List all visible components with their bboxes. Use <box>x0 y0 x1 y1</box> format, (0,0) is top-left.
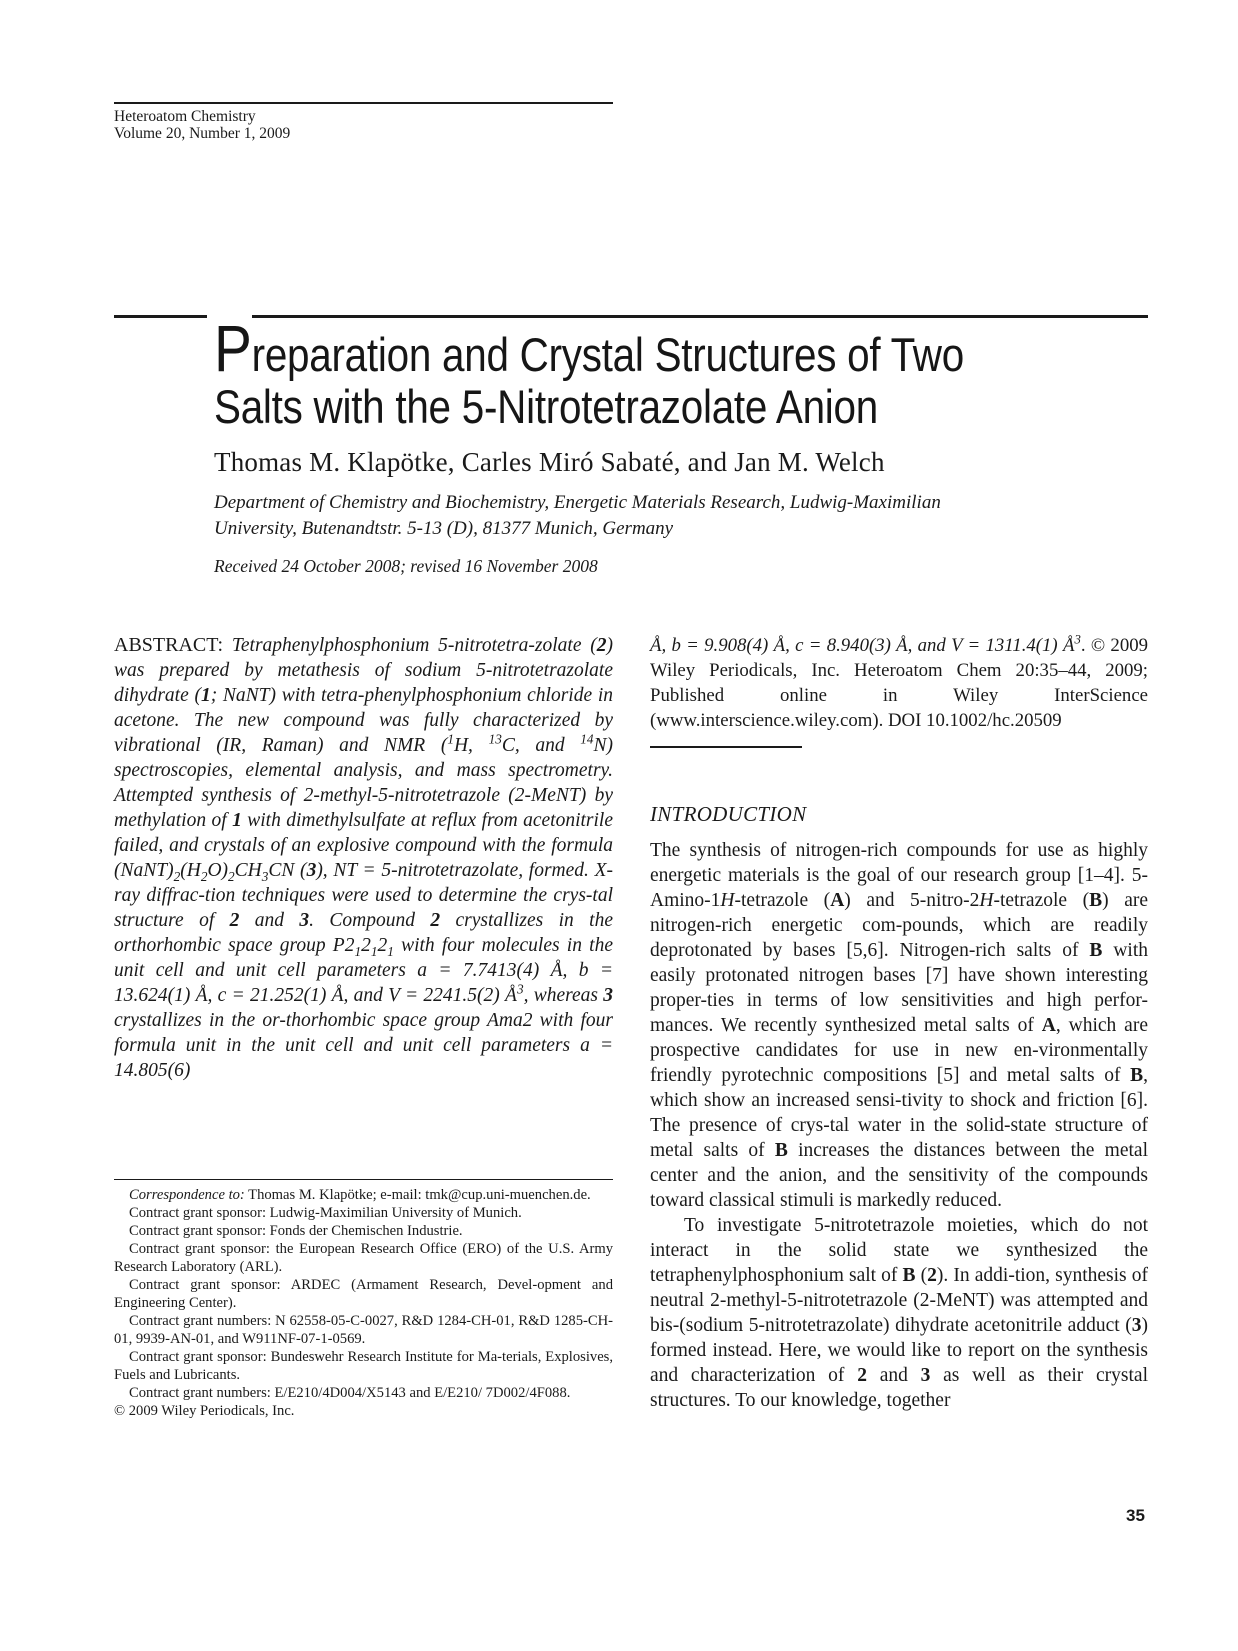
footnote-text: Thomas M. Klapötke; e-mail: tmk@cup.uni-muenchen.de. <box>244 1187 591 1203</box>
compound-ref: A <box>830 890 845 911</box>
affiliation <box>214 490 1134 542</box>
abstract-text: with dimethylsulfate at reflux from acetonitrile failed, and crystals of an explosive compound with the formula (NaNT) <box>114 810 614 881</box>
abstract <box>114 633 613 1083</box>
abstract-text: ; NaNT) with tetra-phenylphosphonium chloride in acetone. The new compound was fully characterized by vibrational (IR, Raman) and NMR ( <box>114 685 613 756</box>
intro-text: increases the distances between the metal center and the anion, and the sensitivity of the compounds toward classical stimuli is markedly reduced. <box>650 1140 1148 1211</box>
intro-text: as well as their crystal structures. To our knowledge, together <box>650 1365 1148 1411</box>
abstract-end-rule <box>650 746 802 748</box>
abstract-text: C, and <box>501 735 581 756</box>
compound-ref: 1 <box>200 685 211 706</box>
article-title <box>214 311 1040 433</box>
abstract-text: with four molecules in the unit cell and unit cell parameters a = 7.7413(4) Å, b = 13.624(1) Å, c = 21.252(1) Å, and V = 2241.5(2) Å <box>114 935 614 1006</box>
affiliation-line2: University, Butenandtstr. 5-13 (D), 81377 Munich, Germany <box>214 518 674 539</box>
title-line1: reparation and Crystal Structures of Two <box>251 328 964 381</box>
intro-text: The synthesis of nitrogen-rich compounds for use as highly energetic materials is the goal of our research group [1–4]. 5-Amino-1 <box>650 840 1148 911</box>
compound-ref: B <box>1089 890 1103 911</box>
title-rule-left <box>114 315 207 318</box>
intro-paragraph-1 <box>650 838 1148 1213</box>
abstract-text: Tetraphenylphosphonium 5-nitrotetra-zolate ( <box>223 635 597 656</box>
abstract-text: O) <box>207 860 229 881</box>
compound-ref: 3 <box>306 860 317 881</box>
introduction-body <box>650 838 1148 1413</box>
subscript: 2 <box>228 868 235 884</box>
compound-ref: B <box>1130 1065 1144 1086</box>
journal-name: Heteroatom Chemistry <box>114 108 256 125</box>
compound-ref: 3 <box>299 910 310 931</box>
subscript: 1 <box>354 943 362 959</box>
abstract-text: . Compound <box>309 910 431 931</box>
compound-ref: 2 <box>857 1365 867 1386</box>
footnote-item: Contract grant numbers: E/E210/4D004/X5143 and E/E210/ 7D002/4F088. <box>129 1385 571 1401</box>
abstract-text: crystallizes in the orthorhombic space group P2 <box>114 910 614 956</box>
footnote-item: Contract grant sponsor: ARDEC (Armament Research, Devel-opment and Engineering Center). <box>114 1277 613 1311</box>
abstract-label: ABSTRACT: <box>114 634 224 656</box>
abstract-text: crystallizes in the or-thorhombic space group Ama2 with four formula unit in the unit cell and unit cell parameters a = 14.805(6) <box>114 1010 613 1081</box>
subscript: 1 <box>370 943 378 959</box>
compound-ref: 2 <box>430 910 441 931</box>
intro-paragraph-2 <box>650 1213 1148 1413</box>
subscript: 3 <box>261 868 269 884</box>
intro-text: -tetrazole ( <box>734 890 831 911</box>
footnote-correspondence <box>114 1186 613 1204</box>
compound-ref: 3 <box>603 985 613 1006</box>
intro-text: -tetrazole ( <box>993 890 1090 911</box>
intro-text: ). In addi-tion, synthesis of neutral 2-methyl-5-nitrotetrazole (2-MeNT) was attempted and bis-(sodium 5-nitrotetrazolate) dihydrate acetonitrile adduct ( <box>650 1265 1148 1336</box>
compound-ref: A <box>1041 1015 1056 1036</box>
footnote-item: Contract grant sponsor: Bundeswehr Research Institute for Ma-terials, Explosives, Fuels and Lubricants. <box>114 1349 613 1383</box>
compound-ref: B <box>1089 940 1103 961</box>
intro-text: ) and 5-nitro-2 <box>844 890 980 911</box>
header-rule <box>114 102 613 104</box>
received-dates: Received 24 October 2008; revised 16 November 2008 <box>214 556 598 576</box>
intro-text: with easily protonated nitrogen bases [7] have shown interesting proper-ties in terms of low sensitivities and high perfor-mances. We recently synthesized metal salts of <box>650 940 1148 1036</box>
abstract-continued <box>650 633 1148 733</box>
footnotes <box>114 1186 613 1420</box>
subscript: 2 <box>173 868 181 884</box>
footnote-item: Contract grant numbers: N 62558-05-C-0027, R&D 1284-CH-01, R&D 1285-CH-01, 9939-AN-01, and W911NF-07-1-0569. <box>114 1313 613 1347</box>
title-rule-right <box>252 315 1148 318</box>
authors: Thomas M. Klapötke, Carles Miró Sabaté, and Jan M. Welch <box>214 447 885 477</box>
compound-ref: B <box>774 1140 788 1161</box>
italic-h: H <box>720 890 735 911</box>
footnote-rule <box>114 1179 613 1180</box>
title-line2: Salts with the 5-Nitrotetrazolate Anion <box>214 380 878 433</box>
compound-ref: B <box>902 1265 916 1286</box>
compound-ref: 1 <box>232 810 242 831</box>
italic-h: H <box>979 890 994 911</box>
intro-text: and <box>866 1365 921 1386</box>
compound-ref: 2 <box>596 635 607 656</box>
intro-text: ( <box>915 1265 928 1286</box>
compound-ref: 3 <box>1131 1315 1142 1336</box>
abstract-text: and <box>239 910 300 931</box>
title-initial: P <box>214 311 252 385</box>
footnote-item: Contract grant sponsor: the European Research Office (ERO) of the U.S. Army Research Laboratory (ARL). <box>114 1241 613 1275</box>
intro-text: ) formed instead. Here, we would like to report on the synthesis and characterization of <box>650 1315 1148 1386</box>
abstract-text: (H <box>180 860 201 881</box>
compound-ref: 2 <box>229 910 240 931</box>
abstract-text: 2 <box>377 935 388 956</box>
abstract-text: 2 <box>361 935 371 956</box>
abstract-text: H, <box>453 735 489 756</box>
superscript: 3 <box>1074 632 1081 647</box>
abstract-text: Å, b = 9.908(4) Å, c = 8.940(3) Å, and V = 1311.4(1) Å <box>650 635 1075 656</box>
footnote-item: Contract grant sponsor: Fonds der Chemischen Industrie. <box>129 1223 463 1239</box>
compound-ref: 3 <box>920 1365 931 1386</box>
abstract-text: CN ( <box>268 860 307 881</box>
abstract-text: ), NT = 5-nitrotetrazolate, formed. X-ray diffrac-tion techniques were used to determine the crys-tal structure of <box>114 860 614 931</box>
superscript: 1 <box>447 731 454 747</box>
superscript: 3 <box>516 981 524 997</box>
section-heading-introduction: INTRODUCTION <box>650 802 807 826</box>
intro-text: , which show an increased sensi-tivity to shock and friction [6]. The presence of crys-tal water in the solid-state structure of metal salts of <box>650 1065 1148 1161</box>
footnote-copyright: © 2009 Wiley Periodicals, Inc. <box>114 1403 295 1419</box>
abstract-text: ) was prepared by metathesis of sodium 5-nitrotetrazolate dihydrate ( <box>114 635 613 706</box>
intro-text: ) are nitrogen-rich energetic com-pounds, which are readily deprotonated by bases [5,6]. Nitrogen-rich salts of <box>650 890 1148 961</box>
footnote-item: Contract grant sponsor: Ludwig-Maximilian University of Munich. <box>129 1205 522 1221</box>
page-number: 35 <box>1126 1506 1145 1525</box>
intro-text: , which are prospective candidates for use in new en-vironmentally friendly pyrotechnic compositions [5] and metal salts of <box>650 1015 1148 1086</box>
abstract-text: , whereas <box>523 985 604 1006</box>
affiliation-line1: Department of Chemistry and Biochemistry, Energetic Materials Research, Ludwig-Maximilian <box>214 492 941 513</box>
abstract-text: CH <box>234 860 262 881</box>
superscript: 14 <box>580 731 594 747</box>
journal-volume: Volume 20, Number 1, 2009 <box>114 125 291 142</box>
intro-text: To investigate 5-nitrotetrazole moieties, which do not interact in the solid state we synthesized the tetraphenylphosphonium salt of <box>650 1215 1148 1286</box>
journal-info <box>114 108 290 142</box>
abstract-citation: . © 2009 Wiley Periodicals, Inc. Heteroatom Chem 20:35–44, 2009; Published online in Wiley InterScience (www.interscience.wiley.com). DOI 10.1002/hc.20509 <box>650 635 1148 731</box>
subscript: 2 <box>200 868 208 884</box>
abstract-text: N) spectroscopies, elemental analysis, and mass spectrometry. Attempted synthesis of 2-methyl-5-nitrotetrazole (2-MeNT) by methylation of <box>114 735 613 831</box>
subscript: 1 <box>387 943 394 959</box>
footnote-label: Correspondence to: <box>129 1187 245 1203</box>
superscript: 13 <box>488 731 502 747</box>
compound-ref: 2 <box>927 1265 937 1286</box>
